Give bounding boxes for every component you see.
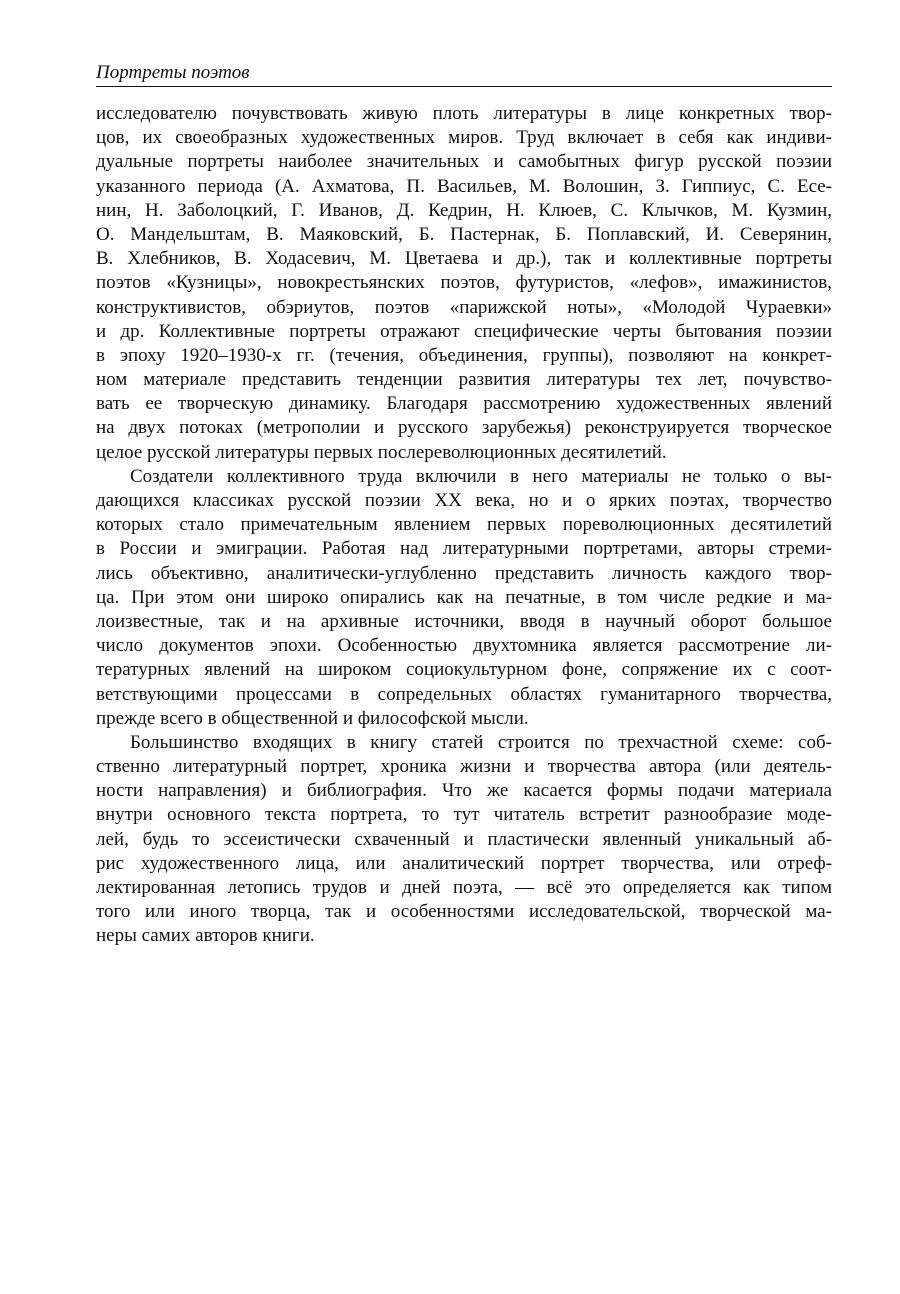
body-text bbox=[96, 102, 832, 949]
text-line: вать ее творческую динамику. Благодаря рассмотрению художественных явлений bbox=[96, 393, 832, 415]
text-line: дуальные портреты наиболее значительных и самобытных фигур русской поэзии bbox=[96, 151, 832, 173]
text-line: и др. Коллективные портреты отражают специфические черты бытования поэзии bbox=[96, 320, 832, 342]
text-line: в эпоху 1920–1930-х гг. (течения, объединения, группы), позволяют на конкрет- bbox=[96, 344, 832, 366]
text-line: Создатели коллективного труда включили в него материалы не только о вы- bbox=[130, 465, 832, 487]
running-header bbox=[96, 62, 832, 87]
text-line: целое русской литературы первых послереволюционных десятилетий. bbox=[96, 441, 667, 463]
text-line: нин, Н. Заболоцкий, Г. Иванов, Д. Кедрин, Н. Клюев, С. Клычков, М. Кузмин, bbox=[96, 199, 832, 221]
text-line: ветствующими процессами в сопредельных областях гуманитарного творчества, bbox=[96, 683, 832, 705]
paragraph bbox=[96, 731, 832, 949]
text-line: лись объективно, аналитически-углубленно представить личность каждого твор- bbox=[96, 562, 832, 584]
text-line: лектированная летопись трудов и дней поэта, — всё это определяется как типом bbox=[96, 877, 832, 898]
text-line: того или иного творца, так и особенностями исследовательской, творческой ма- bbox=[96, 901, 832, 923]
text-line: тературных явлений на широком социокультурном фоне, сопряжение их с соот- bbox=[96, 659, 832, 681]
text-line: внутри основного текста портрета, то тут читатель встретит разнообразие моде- bbox=[96, 804, 832, 826]
text-line: исследователю почувствовать живую плоть литературы в лице конкретных твор- bbox=[96, 103, 832, 124]
text-line: поэтов «Кузницы», новокрестьянских поэтов, футуристов, «лефов», имажинистов, bbox=[96, 272, 832, 294]
text-line: которых стало примечательным явлением первых пореволюционных десятилетий bbox=[96, 514, 832, 536]
text-line: цов, их своеобразных художественных миров. Труд включает в себя как индиви- bbox=[96, 127, 832, 149]
text-line: Большинство входящих в книгу статей строится по трехчастной схеме: соб- bbox=[130, 731, 832, 753]
text-line: лей, будь то эссеистически схваченный и пластически явленный уникальный аб- bbox=[96, 828, 832, 850]
text-line: дающихся классиках русской поэзии XX века, но и о ярких поэтах, творчество bbox=[96, 490, 832, 511]
text-line: указанного периода (А. Ахматова, П. Васильев, М. Волошин, З. Гиппиус, С. Есе- bbox=[96, 175, 832, 197]
text-line: число документов эпохи. Особенностью двухтомника является рассмотрение ли- bbox=[96, 635, 832, 657]
text-line: неры самих авторов книги. bbox=[96, 925, 315, 947]
text-line: в России и эмиграции. Работая над литературными портретами, авторы стреми- bbox=[96, 538, 832, 560]
paragraph bbox=[96, 465, 832, 731]
text-line: ности направления) и библиография. Что же касается формы подачи материала bbox=[96, 780, 832, 802]
text-line: ственно литературный портрет, хроника жизни и творчества автора (или деятель- bbox=[96, 756, 832, 778]
text-line: прежде всего в общественной и философской мысли. bbox=[96, 707, 529, 729]
text-line: О. Мандельштам, В. Маяковский, Б. Пастернак, Б. Поплавский, И. Северянин, bbox=[96, 223, 832, 245]
running-header-title: Портреты поэтов bbox=[96, 62, 250, 83]
text-line: рис художественного лица, или аналитический портрет творчества, или отреф- bbox=[96, 852, 832, 874]
text-line: на двух потоках (метрополии и русского зарубежья) реконструируется творческое bbox=[96, 417, 832, 439]
paragraph bbox=[96, 102, 832, 465]
text-line: ца. При этом они широко опирались как на печатные, в том числе редкие и ма- bbox=[96, 586, 832, 608]
text-line: В. Хлебников, В. Ходасевич, М. Цветаева и др.), так и коллективные портреты bbox=[96, 248, 832, 270]
text-line: конструктивистов, обэриутов, поэтов «парижской ноты», «Молодой Чураевки» bbox=[96, 296, 832, 318]
text-line: лоизвестные, так и на архивные источники, вводя в научный оборот большое bbox=[96, 610, 832, 632]
text-line: ном материале представить тенденции развития литературы тех лет, почувство- bbox=[96, 369, 832, 391]
